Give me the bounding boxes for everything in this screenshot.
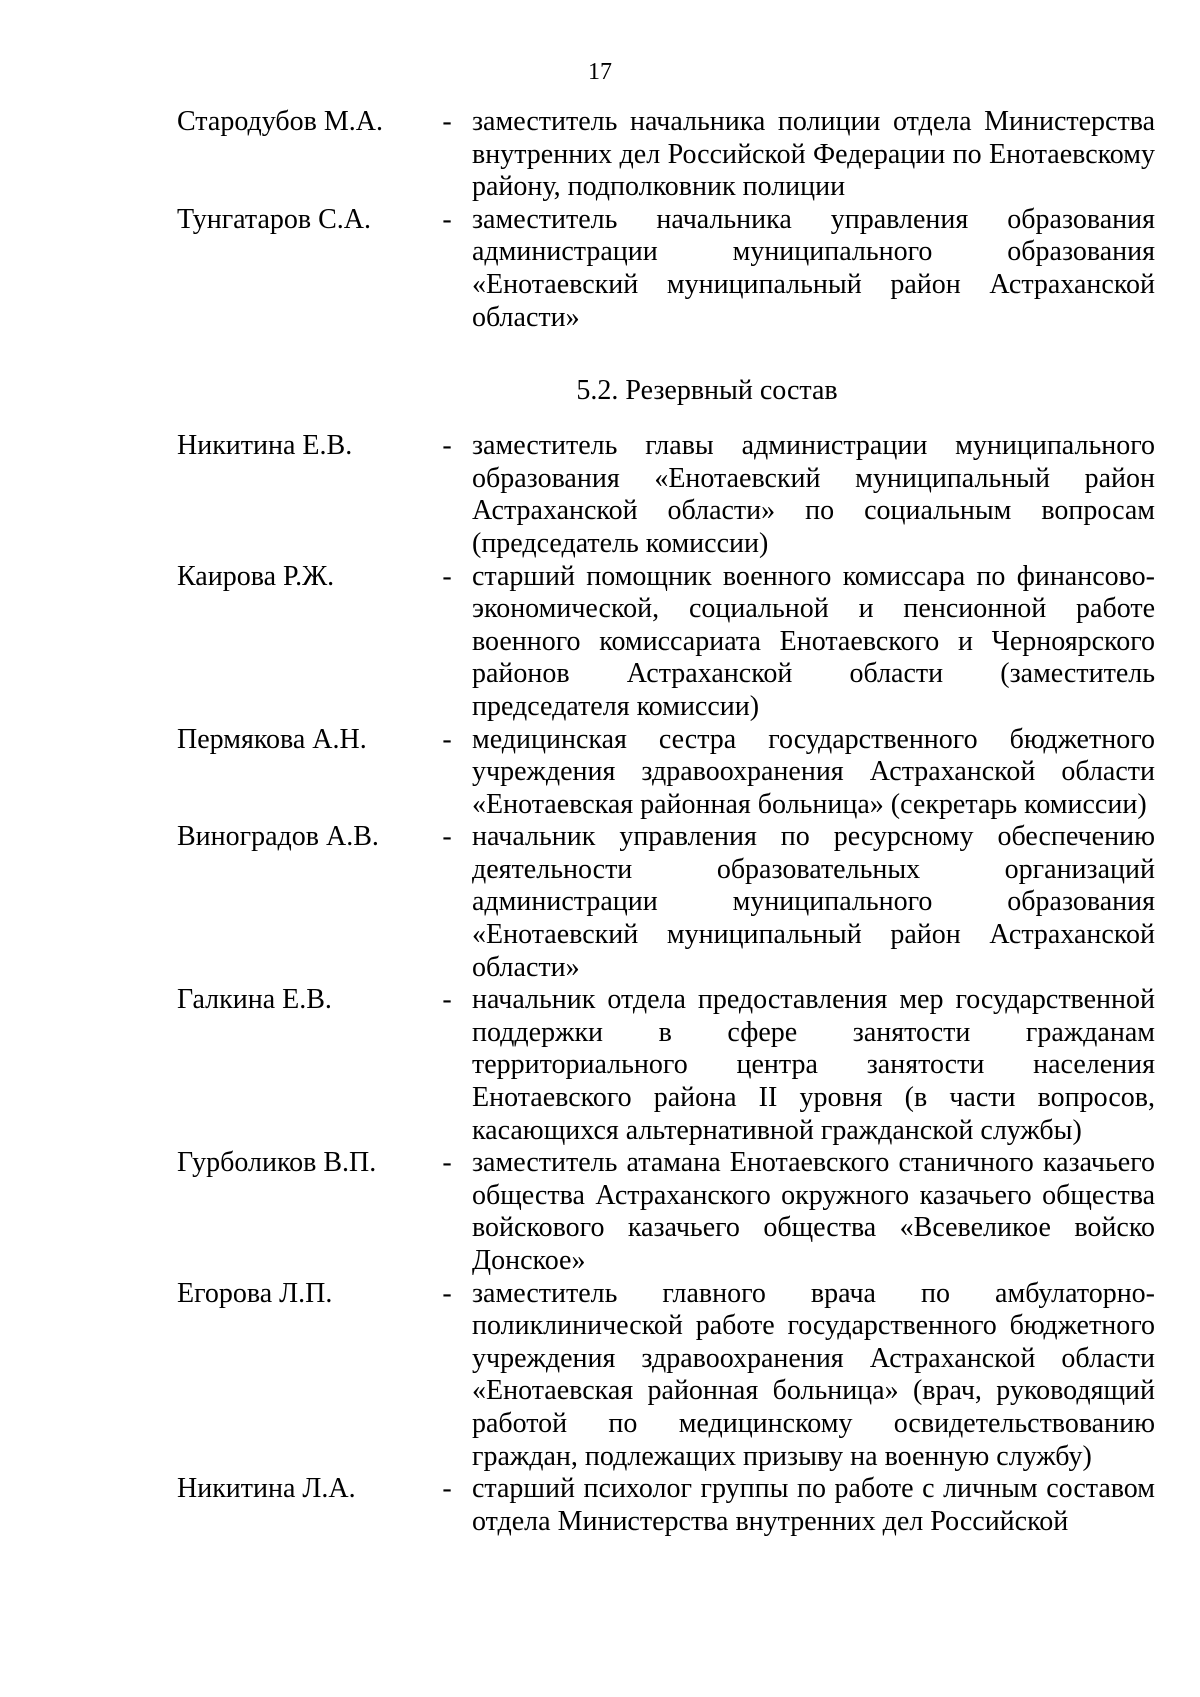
page-number: 17 xyxy=(588,59,612,85)
member-entry xyxy=(177,561,1157,724)
member-name: Галкина Е.В. xyxy=(177,984,332,1016)
document-body xyxy=(177,106,1157,1538)
member-entry xyxy=(177,724,1157,822)
member-position: заместитель начальника полиции отдела Министерства внутренних дел Российской Федерации по Енотаевскому району, подполковник полиции xyxy=(472,106,1155,203)
member-name: Никитина Е.В. xyxy=(177,430,353,462)
member-position: медицинская сестра государственного бюджетного учреждения здравоохранения Астраханской области «Енотаевская районная больница» (секретарь комиссии) xyxy=(472,723,1155,820)
dash-separator: - xyxy=(442,1147,452,1179)
member-entry xyxy=(177,821,1157,984)
member-name: Гурболиков В.П. xyxy=(177,1147,377,1179)
member-position: начальник отдела предоставления мер государственной поддержки в сфере занятости гражданам территориального центра занятости населения Енотаевского района II уровня (в части вопросов, касающихся альтернативной гражданской службы) xyxy=(472,984,1155,1146)
member-position: заместитель главы администрации муниципального образования «Енотаевский муниципальный район Астраханской области» по социальным вопросам (председатель комиссии) xyxy=(472,430,1155,559)
member-position: заместитель главного врача по амбулаторно-поликлинической работе государственного бюджетного учреждения здравоохранения Астраханской области «Енотаевская районная больница» (врач, руководящий работой по медицинскому освидетельствованию граждан, подлежащих призыву на военную службу) xyxy=(472,1277,1155,1472)
dash-separator: - xyxy=(442,106,452,137)
dash-separator: - xyxy=(442,203,452,235)
member-position: старший помощник военного комиссара по финансово-экономической, социальной и пенсионной работе военного комиссариата Енотаевского и Черноярского районов Астраханской области (заместитель председателя комиссии) xyxy=(472,560,1155,722)
section-heading: 5.2. Резервный состав xyxy=(576,375,838,407)
member-name: Егорова Л.П. xyxy=(177,1277,333,1309)
dash-separator: - xyxy=(442,1473,452,1505)
member-name: Каирова Р.Ж. xyxy=(177,560,335,592)
member-name: Пермякова А.Н. xyxy=(177,723,367,755)
dash-separator: - xyxy=(442,1277,452,1309)
member-entry xyxy=(177,1278,1157,1474)
member-entry xyxy=(177,984,1157,1147)
member-name: Никитина Л.А. xyxy=(177,1473,356,1505)
member-name: Стародубов М.А. xyxy=(177,106,383,137)
member-position: заместитель начальника управления образования администрации муниципального образования «Енотаевский муниципальный район Астраханской области» xyxy=(472,203,1155,333)
member-position: старший психолог группы по работе с личным составом отдела Министерства внутренних дел Российской xyxy=(472,1473,1155,1537)
dash-separator: - xyxy=(442,821,452,853)
dash-separator: - xyxy=(442,984,452,1016)
member-entry xyxy=(177,1147,1157,1277)
dash-separator: - xyxy=(442,430,452,462)
member-position: начальник управления по ресурсному обеспечению деятельности образовательных организаций администрации муниципального образования «Енотаевский муниципальный район Астраханской области» xyxy=(472,821,1155,983)
member-position: заместитель атамана Енотаевского станичного казачьего общества Астраханского окружного казачьего общества войскового казачьего общества «Всевеликое войско Донское» xyxy=(472,1147,1155,1276)
member-entry xyxy=(177,204,1157,334)
member-entry xyxy=(177,106,1157,204)
member-name: Тунгатаров С.А. xyxy=(177,203,372,235)
dash-separator: - xyxy=(442,560,452,592)
member-entry xyxy=(177,430,1157,560)
member-entry xyxy=(177,1473,1157,1538)
dash-separator: - xyxy=(442,723,452,755)
member-name: Виноградов А.В. xyxy=(177,821,379,853)
